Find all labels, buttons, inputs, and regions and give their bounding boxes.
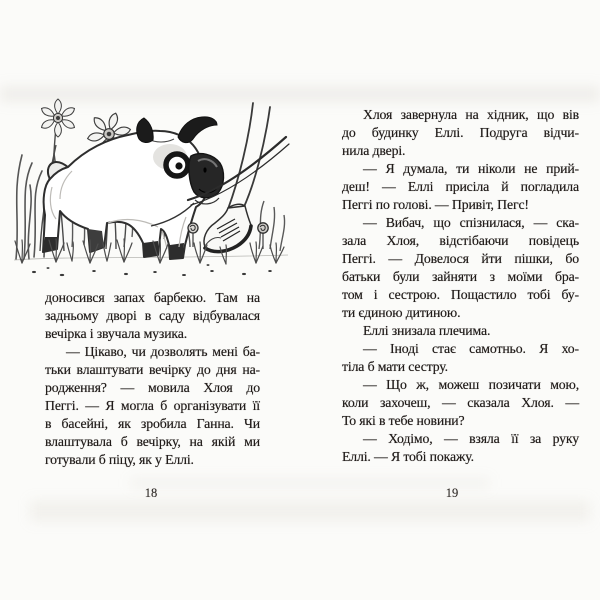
scan-artifact [30,500,590,522]
text-line: Пеггі по голові. — Привіт, Пегс! [342,197,529,212]
pug-illustration [12,97,290,291]
ground-dots [32,264,272,276]
pug-pupil [175,162,182,169]
text-line: доносився запах барбекю. Там на [45,290,260,305]
text-line: батьки були зайняти з моїми бра- [342,269,579,284]
text-line: коли захочеш, — сказала Хлоя. — [342,395,579,410]
text-line: вечірка і звучала музика. [45,326,188,341]
right-page-text [342,106,579,466]
text-line: Хлоя завернула на хідник, що вів [363,107,579,122]
daffodil-flower [40,99,76,137]
pug-ear-right [178,117,217,143]
text-line: тьки влаштувати вечірку до дня на- [45,362,260,377]
pug-eye-highlight [173,160,176,163]
text-line: — Що ж, можеш позичати мою, [363,377,579,392]
text-line: том і сестрою. Пощастило тобі бу- [342,287,579,302]
pug-illustration-drawing [12,97,290,291]
text-line: зала Хлоя, відстібаючи повідець [342,233,579,248]
left-page-number: 18 [144,486,158,500]
text-line: до будинку Еллі. Подруга відчи- [342,125,579,140]
sneaker [204,204,251,251]
pug-nostril [203,167,206,172]
text-line: Еллі. — Я тобі покажу. [342,449,474,464]
text-line: — Цікаво, чи дозволять мені ба- [66,344,260,359]
text-line: родження? — мовила Хлоя до [45,380,260,395]
text-line: деш! — Еллі присіла й погладила [342,179,579,194]
right-page-number: 19 [445,486,459,500]
pug-ear-left [137,118,153,143]
text-line: тіла б мати сестру. [342,359,448,374]
text-line: задньому дворі в саду відбувалася [45,308,260,323]
text-line: ти єдиною дитиною. [342,305,461,320]
text-line: в басейні, як зробила Ганна. Чи [45,416,260,431]
text-line: нила двері. [342,143,406,158]
text-line: — Ходімо, — взяла її за руку [363,431,579,446]
text-line: Пеггі. — Довелося йти пішки, бо [342,251,579,266]
text-line: Пеггі. — Я могла б організувати її [45,398,260,413]
left-page-text [45,289,260,469]
text-line: — Іноді стає самотньо. Я хо- [363,341,579,356]
text-line: Еллі знизала плечима. [363,323,491,338]
scan-artifact [130,478,490,488]
text-line: — Я думала, ти ніколи не прий- [363,161,579,176]
text-line: влаштувала б вечірку, на якій ми [45,434,260,449]
text-line: готували б піцу, як у Еллі. [45,452,194,467]
pug [43,117,224,259]
text-line: — Вибач, що спізнилася, — ска- [363,215,579,230]
text-line: То які в тебе новини? [342,413,465,428]
pug-paw [170,243,184,259]
